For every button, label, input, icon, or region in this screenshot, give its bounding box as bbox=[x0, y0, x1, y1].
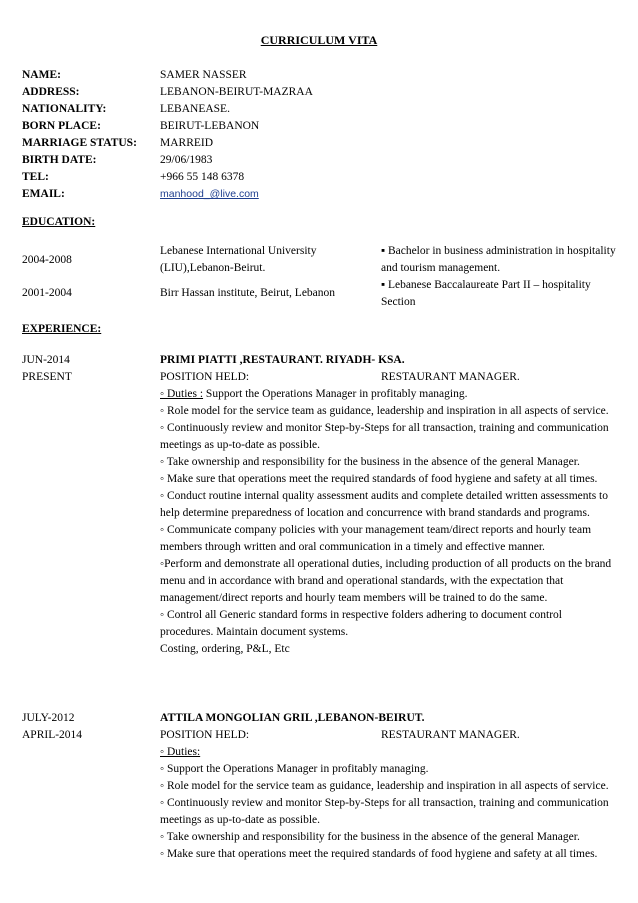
position-title: RESTAURANT MANAGER. bbox=[381, 729, 520, 741]
duty-item: ◦ Conduct routine internal quality assessment audits and complete detailed written assessments to help determine preparedness of location and concurrence with brand standards and programs. bbox=[160, 490, 609, 519]
name-label: NAME: bbox=[22, 69, 61, 81]
education-period: 2001-2004 bbox=[22, 287, 72, 299]
tel-label: TEL: bbox=[22, 171, 49, 183]
education-institution: Birr Hassan institute, Beirut, Lebanon bbox=[160, 287, 336, 299]
education-degree: ▪ Bachelor in business administration in hospitality and tourism management. bbox=[381, 245, 616, 274]
job-details bbox=[160, 710, 612, 863]
nationality-label: NATIONALITY: bbox=[22, 103, 107, 115]
duty-item: ◦ Role model for the service team as guidance, leadership and inspiration in all aspects of service. bbox=[160, 780, 609, 792]
duties-line bbox=[160, 386, 612, 403]
document-title: CURRICULUM VITA bbox=[260, 33, 378, 47]
position-held-label: POSITION HELD: bbox=[160, 371, 250, 383]
duty-item: Support the Operations Manager in profitably managing. bbox=[203, 388, 468, 400]
duty-item: ◦ Continuously review and monitor Step-by-Steps for all transaction, training and communication meetings as up-to-date as possible. bbox=[160, 797, 609, 826]
duty-item: ◦ Take ownership and responsibility for the business in the absence of the general Manager. bbox=[160, 456, 580, 468]
duty-item: ◦ Make sure that operations meet the required standards of food hygiene and safety at all times. bbox=[160, 848, 598, 860]
marriage-status-label: MARRIAGE STATUS: bbox=[22, 137, 137, 149]
birth-date-label: BIRTH DATE: bbox=[22, 154, 97, 166]
position-title: RESTAURANT MANAGER. bbox=[381, 371, 520, 383]
birth-date-value: 29/06/1983 bbox=[160, 154, 213, 166]
duties-label: ◦ Duties : bbox=[160, 388, 204, 400]
nationality-value: LEBANEASE. bbox=[160, 103, 230, 115]
job-from-date: JULY-2012 bbox=[22, 712, 75, 724]
born-place-label: BORN PLACE: bbox=[22, 120, 101, 132]
marriage-status-value: MARREID bbox=[160, 137, 214, 149]
duty-item: ◦Perform and demonstrate all operational duties, including production of all products on the brand menu and in accordance with brand and operational standards, with the expectation that management/direct reports and hourly team members will be trained to do the same. bbox=[160, 558, 612, 604]
position-held-label: POSITION HELD: bbox=[160, 729, 250, 741]
duty-item: ◦ Take ownership and responsibility for the business in the absence of the general Manager. bbox=[160, 831, 580, 843]
job-employer: ATTILA MONGOLIAN GRIL ,LEBANON-BEIRUT. bbox=[160, 712, 425, 724]
duty-item: ◦ Support the Operations Manager in profitably managing. bbox=[160, 763, 429, 775]
duties-line bbox=[160, 744, 612, 761]
education-institution: Lebanese International University bbox=[160, 245, 317, 257]
address-label: ADDRESS: bbox=[22, 86, 80, 98]
experience-heading: EXPERIENCE: bbox=[22, 323, 102, 335]
email-link[interactable]: manhood_@live.com bbox=[160, 188, 259, 200]
duties-label: ◦ Duties: bbox=[160, 746, 201, 758]
education-heading: EDUCATION: bbox=[22, 216, 96, 228]
job-details bbox=[160, 352, 612, 658]
born-place-value: BEIRUT-LEBANON bbox=[160, 120, 260, 132]
education-period: 2004-2008 bbox=[22, 254, 72, 266]
duty-item: Costing, ordering, P&L, Etc bbox=[160, 643, 290, 655]
tel-value: +966 55 148 6378 bbox=[160, 171, 245, 183]
job-employer: PRIMI PIATTI ,RESTAURANT. RIYADH- KSA. bbox=[160, 354, 405, 366]
duty-item: ◦ Make sure that operations meet the required standards of food hygiene and safety at all times. bbox=[160, 473, 598, 485]
duty-item: ◦ Control all Generic standard forms in respective folders adhering to document control procedures. Maintain document systems. bbox=[160, 609, 562, 638]
job-to-date: APRIL-2014 bbox=[22, 729, 83, 741]
position-held-row bbox=[160, 727, 612, 744]
education-degree: ▪ Lebanese Baccalaureate Part II – hospitality Section bbox=[381, 279, 591, 308]
duty-item: ◦ Continuously review and monitor Step-by-Steps for all transaction, training and communication meetings as up-to-date as possible. bbox=[160, 422, 609, 451]
email-label: EMAIL: bbox=[22, 188, 65, 200]
job-from-date: JUN-2014 bbox=[22, 354, 70, 366]
name-value: SAMER NASSER bbox=[160, 69, 247, 81]
duty-item: ◦ Role model for the service team as guidance, leadership and inspiration in all aspects of service. bbox=[160, 405, 609, 417]
address-value: LEBANON-BEIRUT-MAZRAA bbox=[160, 86, 313, 98]
duty-item: ◦ Communicate company policies with your management team/direct reports and hourly team members through written and oral communication in a timely and effective manner. bbox=[160, 524, 592, 553]
job-to-date: PRESENT bbox=[22, 371, 72, 383]
education-institution-cont: (LIU),Lebanon-Beirut. bbox=[160, 262, 266, 274]
position-held-row bbox=[160, 369, 612, 386]
